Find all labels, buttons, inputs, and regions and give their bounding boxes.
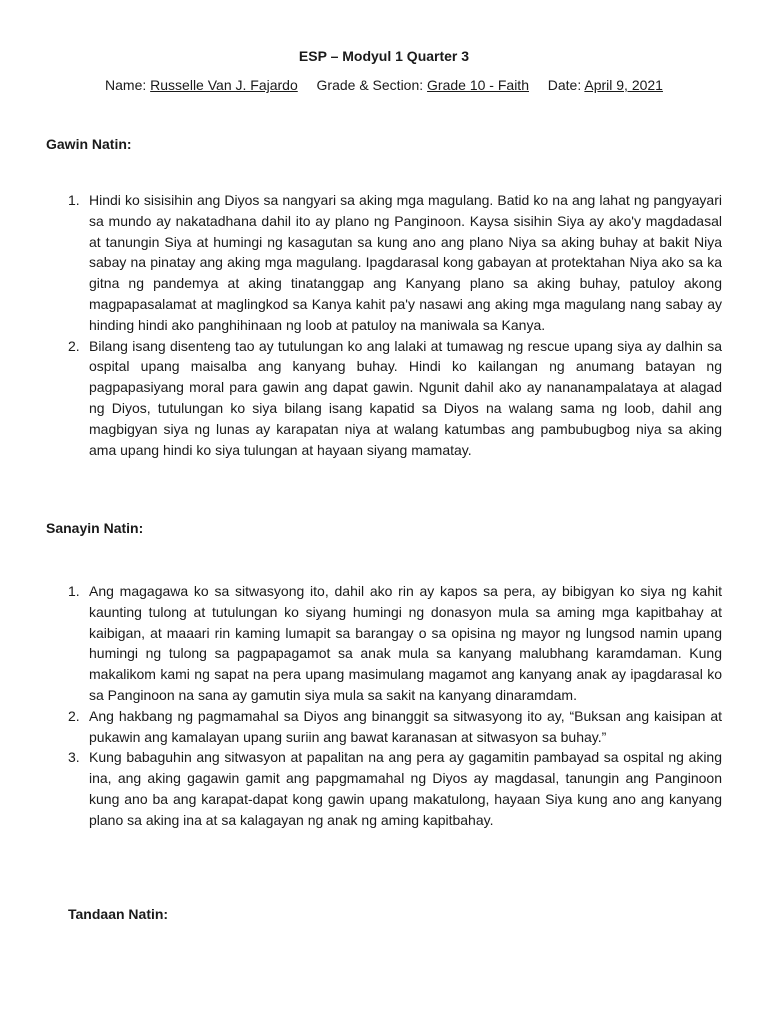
name-label: Name: xyxy=(105,77,147,93)
section-heading-gawin: Gawin Natin: xyxy=(46,136,132,152)
grade-section-label: Grade & Section: xyxy=(316,77,424,93)
item-text: Kung babaguhin ang sitwasyon at papalitan na ang pera ay gagamitin pambayad sa ospital ng aking ina, ang aking gagawin gamit ang papgmamahal ng Diyos ay magdasal, tanungin ang Panginoon kung ano ba ang karapat-dapat kong gawin upang makatulong, hayaan Siya kung ano ang kanyang plano sa aking ina at sa kalagayan ng anak ng aming kapitbahay. xyxy=(89,749,722,828)
student-info-line xyxy=(0,77,768,93)
document-title: ESP – Modyul 1 Quarter 3 xyxy=(298,48,470,64)
item-number: 2. xyxy=(68,707,80,724)
sanayin-answer-list xyxy=(68,581,722,831)
date-label: Date: xyxy=(547,77,582,93)
list-item xyxy=(68,706,722,748)
name-value: Russelle Van J. Fajardo xyxy=(150,77,298,93)
date-value: April 9, 2021 xyxy=(584,77,663,93)
list-item xyxy=(68,581,722,706)
item-text: Bilang isang disenteng tao ay tutulungan ko ang lalaki at tumawag ng rescue upang siya ay dalhin sa ospital upang maisalba ang kanyang buhay. Hindi ko kailangan ng anumang batayan ng pagpapasiyang moral para gawin ang dapat gawin. Ngunit dahil ako ay nananampalataya at alagad ng Diyos, tutulungan ko siya bilang isang kapatid sa Diyos na walang sama ng loob, dahil ang magbigyan siya ng lunas ay karapatan niya at walang katumbas ang pambubugbog niya sa aking ama upang hindi ko siya tulungan at hayaan siyang mamatay. xyxy=(89,337,722,458)
gawin-answer-list xyxy=(68,190,722,460)
grade-section-value: Grade 10 - Faith xyxy=(427,77,529,93)
item-number: 2. xyxy=(68,337,80,354)
item-number: 1. xyxy=(68,583,80,599)
section-heading-tandaan: Tandaan Natin: xyxy=(68,906,169,922)
section-heading-sanayin: Sanayin Natin: xyxy=(46,520,144,536)
list-item xyxy=(68,747,722,830)
list-item xyxy=(68,190,722,336)
list-item xyxy=(68,336,722,461)
item-number: 3. xyxy=(68,749,80,766)
item-text: Ang magagawa ko sa sitwasyong ito, dahil ako rin ay kapos sa pera, ay bibigyan ko siya ng kahit kaunting tulong at tutulungan ko siyang humingi ng donasyon mula sa aming mga kapitbahay at kaibigan, at maaari rin kaming lumapit sa barangay o sa opisina ng mayor ng lungsod namin upang humingi ng tulong sa pagpapagamot sa anak mula sa kanyang malubhang karamdaman. Kung makalikom kami ng sapat na pera upang masimulang magamot ang kanyang anak ay ipagdarasal ko sa Panginoon na sana ay gamutin siya mula sa sakit na kanyang dinaramdam. xyxy=(89,583,722,703)
item-text: Hindi ko sisisihin ang Diyos sa nangyari sa aking mga magulang. Batid ko na ang lahat ng pangyayari sa mundo ay nakatadhana dahil ito ay plano ng Panginoon. Kaysa sisihin Siya ay ako'y magdadasal at tanungin Siya at humingi ng kasagutan sa kung ano ang plano Niya sa aking buhay at bakit Niya sabay na pinatay ang aking mga magulang. Ipagdarasal kong gabayan at protektahan Niya ako sa ka gitna ng pandemya at aking tinatanggap ang Kanyang plano sa aking buhay, patuloy akong magpapasalamat at maglingkod sa Kanya kahit pa'y nasawi ang aking mga magulang nang sabay ay hinding hindi ako panghihinaan ng loob at patuloy na maniwala sa Kanya. xyxy=(89,192,722,333)
item-text: Ang hakbang ng pagmamahal sa Diyos ang binanggit sa sitwasyong ito ay, “Buksan ang kaisipan at pukawin ang kamalayan upang suriin ang bawat karanasan at sitwasyon sa buhay.” xyxy=(89,707,722,745)
item-number: 1. xyxy=(68,192,80,208)
